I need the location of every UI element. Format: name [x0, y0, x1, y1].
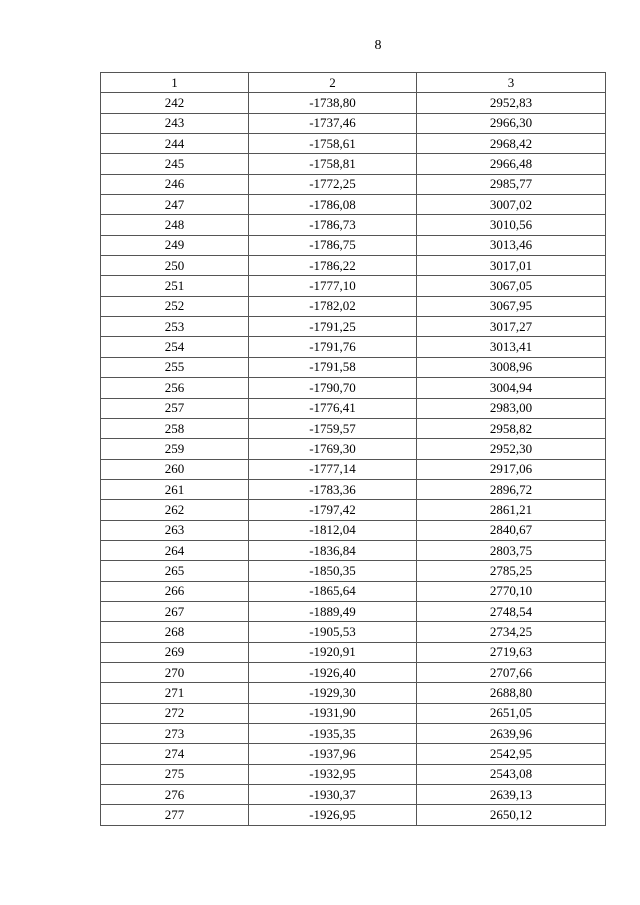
- table-cell: 269: [101, 642, 249, 662]
- table-row: [101, 764, 606, 784]
- table-cell: 260: [101, 459, 249, 479]
- table-cell: 252: [101, 296, 249, 316]
- table-cell: -1786,75: [249, 235, 417, 255]
- table-row: [101, 642, 606, 662]
- table-cell: 3004,94: [417, 378, 606, 398]
- table-cell: -1889,49: [249, 601, 417, 621]
- table-cell: 271: [101, 683, 249, 703]
- table-row: [101, 276, 606, 296]
- table-row: [101, 724, 606, 744]
- table-cell: 2734,25: [417, 622, 606, 642]
- table-cell: -1926,40: [249, 662, 417, 682]
- table-cell: 2639,13: [417, 785, 606, 805]
- table-cell: 251: [101, 276, 249, 296]
- table-cell: 2639,96: [417, 724, 606, 744]
- table-row: [101, 398, 606, 418]
- table-cell: -1772,25: [249, 174, 417, 194]
- table-row: [101, 581, 606, 601]
- table-cell: 276: [101, 785, 249, 805]
- table-row: [101, 683, 606, 703]
- table-cell: -1791,25: [249, 317, 417, 337]
- table-row: [101, 500, 606, 520]
- table-cell: 3008,96: [417, 357, 606, 377]
- table-row: [101, 256, 606, 276]
- table-row: [101, 520, 606, 540]
- table-cell: -1737,46: [249, 113, 417, 133]
- table-cell: 244: [101, 134, 249, 154]
- table-cell: 242: [101, 93, 249, 113]
- table-cell: 248: [101, 215, 249, 235]
- table-cell: 250: [101, 256, 249, 276]
- table-cell: 249: [101, 235, 249, 255]
- table-cell: -1797,42: [249, 500, 417, 520]
- table-cell: 3067,95: [417, 296, 606, 316]
- table-cell: 2785,25: [417, 561, 606, 581]
- table-cell: 247: [101, 195, 249, 215]
- table-row: [101, 113, 606, 133]
- table-cell: -1812,04: [249, 520, 417, 540]
- table-cell: 2983,00: [417, 398, 606, 418]
- table-cell: -1782,02: [249, 296, 417, 316]
- table-cell: 272: [101, 703, 249, 723]
- table-cell: 2770,10: [417, 581, 606, 601]
- table-cell: -1776,41: [249, 398, 417, 418]
- table-cell: 261: [101, 479, 249, 499]
- table-row: [101, 479, 606, 499]
- table-cell: 268: [101, 622, 249, 642]
- table-cell: -1791,58: [249, 357, 417, 377]
- column-header: 2: [249, 73, 417, 93]
- table-row: [101, 744, 606, 764]
- table-cell: 273: [101, 724, 249, 744]
- table-row: [101, 622, 606, 642]
- table-row: [101, 785, 606, 805]
- table-cell: 3007,02: [417, 195, 606, 215]
- table-cell: 243: [101, 113, 249, 133]
- table-cell: -1930,37: [249, 785, 417, 805]
- table-cell: 266: [101, 581, 249, 601]
- table-cell: 2861,21: [417, 500, 606, 520]
- table-cell: 2896,72: [417, 479, 606, 499]
- table-cell: 246: [101, 174, 249, 194]
- table-cell: -1935,35: [249, 724, 417, 744]
- table-cell: -1758,61: [249, 134, 417, 154]
- table-row: [101, 459, 606, 479]
- table-cell: 3017,01: [417, 256, 606, 276]
- table-cell: 2958,82: [417, 418, 606, 438]
- table-cell: 2966,30: [417, 113, 606, 133]
- table-cell: 2650,12: [417, 805, 606, 825]
- table-cell: -1905,53: [249, 622, 417, 642]
- table-cell: 262: [101, 500, 249, 520]
- table-cell: 2952,30: [417, 439, 606, 459]
- table-cell: -1786,73: [249, 215, 417, 235]
- column-header: 3: [417, 73, 606, 93]
- table-cell: -1783,36: [249, 479, 417, 499]
- table-row: [101, 317, 606, 337]
- table-cell: 254: [101, 337, 249, 357]
- table-cell: 257: [101, 398, 249, 418]
- table-cell: -1836,84: [249, 540, 417, 560]
- table-cell: 2968,42: [417, 134, 606, 154]
- table-cell: 2748,54: [417, 601, 606, 621]
- table-cell: -1769,30: [249, 439, 417, 459]
- table-row: [101, 439, 606, 459]
- column-header: 1: [101, 73, 249, 93]
- page-number: 8: [374, 38, 382, 53]
- table-row: [101, 154, 606, 174]
- table-cell: -1932,95: [249, 764, 417, 784]
- table-cell: 3067,05: [417, 276, 606, 296]
- table-cell: -1929,30: [249, 683, 417, 703]
- table-cell: -1790,70: [249, 378, 417, 398]
- table-cell: 2966,48: [417, 154, 606, 174]
- table-cell: -1786,08: [249, 195, 417, 215]
- table-row: [101, 215, 606, 235]
- table-body: [101, 93, 606, 825]
- table-cell: 277: [101, 805, 249, 825]
- table-cell: 2985,77: [417, 174, 606, 194]
- table-cell: 245: [101, 154, 249, 174]
- table-cell: 258: [101, 418, 249, 438]
- table-cell: 2952,83: [417, 93, 606, 113]
- table-row: [101, 561, 606, 581]
- table-cell: 2719,63: [417, 642, 606, 662]
- table-row: [101, 805, 606, 825]
- table-cell: -1937,96: [249, 744, 417, 764]
- table-cell: 259: [101, 439, 249, 459]
- table-cell: -1850,35: [249, 561, 417, 581]
- table-row: [101, 601, 606, 621]
- table-cell: 3010,56: [417, 215, 606, 235]
- table-cell: 267: [101, 601, 249, 621]
- table-cell: -1931,90: [249, 703, 417, 723]
- table-cell: 2917,06: [417, 459, 606, 479]
- table-cell: -1758,81: [249, 154, 417, 174]
- table-cell: 3013,46: [417, 235, 606, 255]
- table-row: [101, 357, 606, 377]
- table-cell: 265: [101, 561, 249, 581]
- table-row: [101, 540, 606, 560]
- table-cell: -1777,10: [249, 276, 417, 296]
- table-cell: -1777,14: [249, 459, 417, 479]
- table-cell: 253: [101, 317, 249, 337]
- table-cell: 3017,27: [417, 317, 606, 337]
- table-cell: -1926,95: [249, 805, 417, 825]
- table-cell: 2543,08: [417, 764, 606, 784]
- table-cell: 264: [101, 540, 249, 560]
- table-row: [101, 337, 606, 357]
- table-cell: 2688,80: [417, 683, 606, 703]
- table-cell: 274: [101, 744, 249, 764]
- table-cell: -1738,80: [249, 93, 417, 113]
- table-cell: 263: [101, 520, 249, 540]
- table-row: [101, 174, 606, 194]
- table-cell: 2840,67: [417, 520, 606, 540]
- table-cell: -1920,91: [249, 642, 417, 662]
- table-cell: 2542,95: [417, 744, 606, 764]
- table-cell: -1865,64: [249, 581, 417, 601]
- table-row: [101, 662, 606, 682]
- table-cell: 255: [101, 357, 249, 377]
- table-row: [101, 235, 606, 255]
- table-row: [101, 418, 606, 438]
- table-row: [101, 378, 606, 398]
- table-cell: 256: [101, 378, 249, 398]
- coordinates-table: [100, 72, 606, 826]
- table-row: [101, 93, 606, 113]
- table-row: [101, 195, 606, 215]
- table-cell: -1786,22: [249, 256, 417, 276]
- table-row: [101, 134, 606, 154]
- table-row: [101, 703, 606, 723]
- table-header-row: [101, 73, 606, 93]
- table-cell: 3013,41: [417, 337, 606, 357]
- table-cell: -1759,57: [249, 418, 417, 438]
- table-cell: 2707,66: [417, 662, 606, 682]
- table-row: [101, 296, 606, 316]
- table-cell: 275: [101, 764, 249, 784]
- table-cell: 2651,05: [417, 703, 606, 723]
- table-cell: 2803,75: [417, 540, 606, 560]
- table-cell: -1791,76: [249, 337, 417, 357]
- table-cell: 270: [101, 662, 249, 682]
